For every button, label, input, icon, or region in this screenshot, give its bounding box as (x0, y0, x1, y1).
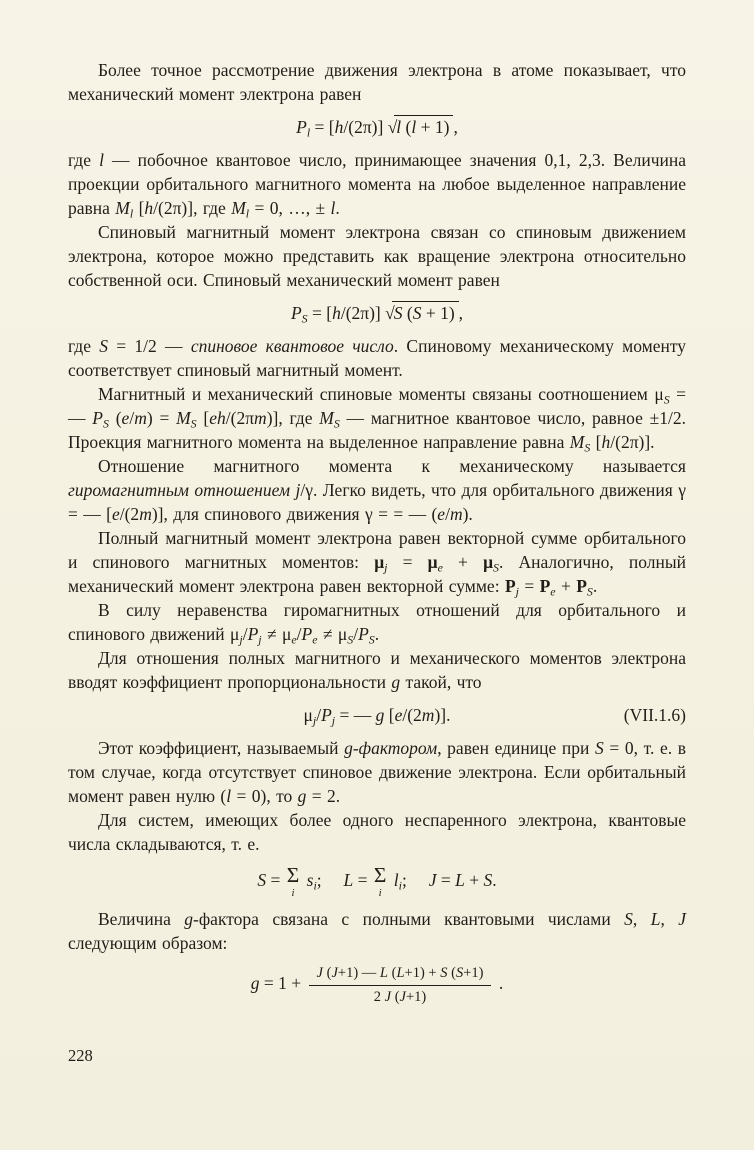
formula-body: g = 1 + $\frac{J (J+1) — L (L+1) + S (S+1)}{2 J (J+1)}$ . (250, 965, 504, 1005)
paragraph-g-coefficient-intro: Для отношения полных магнитного и механического моментов электрона вводят коэффициент пропорциональности g такой, что (68, 648, 686, 692)
formula-body: S = Σ i $s_i$; L = Σ i $l_i$; J = L + S. (257, 863, 497, 899)
formula-g-factor-definition (68, 703, 686, 727)
square-root: √S (S + 1) (385, 303, 459, 323)
paragraph-quantum-number-l: где l — побочное квантовое число, принимающее значения 0,1, 2,3. Величина проекции орбитального магнитного момента на любое выделенное направление равна $M_l$ [h/(2π)], где $M_l = 0$, …, ± l. (68, 150, 687, 221)
formula-body: $P_S = [h/(2\pi)]$ √S (S + 1) , (290, 303, 464, 326)
formula-quantum-number-sums (68, 865, 686, 898)
summation-sign: Σ i (373, 863, 387, 899)
formula-lande-g-factor (68, 964, 686, 1005)
paragraph-inequality: В силу неравенства гиромагнитных отношений для орбитального и спинового движений $\mu_j/P_j \ne \mu_e/P_e \ne \mu_S/P_S$. (68, 600, 686, 647)
square-root: √l (l + 1) (388, 117, 454, 137)
page-number: 228 (68, 1046, 93, 1065)
formula-body: $\mu_j/P_j$ = — g [e/(2m)]. (303, 705, 451, 728)
paragraph-spin-intro: Спиновый магнитный момент электрона связан со спиновым движением электрона, которое можно представить как вращение электрона относительно собственной оси. Спиновый механический момент равен (68, 222, 686, 290)
paragraph-g-factor-relation: Величина g-фактора связана с полными квантовыми числами S, L, J следующим образом: (68, 909, 687, 954)
formula-orbital-mechanical-momentum (68, 115, 686, 139)
paragraph-total-moments: Полный магнитный момент электрона равен векторной сумме орбитального и спинового магнитных моментов: $\mu_j = \mu_e + \mu_S$. Аналогично, полный механический момент электрона равен векторной сумме: $P_j = P_e + P_S$. (68, 528, 686, 599)
fraction: $\frac{J (J+1) — L (L+1) + S (S+1)}{2 J (J+1)}$ (309, 964, 492, 1005)
paragraph-spin-quantum-number: где S = 1/2 — спиновое квантовое число. Спиновому механическому моменту соответствует спиновый магнитный момент. (68, 336, 686, 380)
paragraph-g-factor-values: Этот коэффициент, называемый g-фактором, равен единице при S = 0, т. е. в том случае, когда отсутствует спиновое движение электрона. Если орбитальный момент равен нулю (l = 0), то g = 2. (68, 738, 687, 806)
formula-body: $P_l = [h/(2\pi)]$ √l (l + 1) , (296, 117, 458, 140)
equation-number: (VII.1.6) (623, 705, 686, 725)
paragraph-unpaired-electrons: Для систем, имеющих более одного неспаренного электрона, квантовые числа складываются, т. е. (68, 810, 686, 854)
summation-sign: Σ i (286, 863, 300, 899)
formula-spin-mechanical-momentum (68, 301, 686, 325)
paragraph-spin-moments-relation: Магнитный и механический спиновые моменты связаны соотношением $\mu_S$ = — $P_S$ $(e/m) = M_S$ [eh/(2πm)], где $M_S$ — магнитное квантовое число, равное ±1/2. Проекция магнитного момента на выделенное направление равна $M_S$ [h/(2π)]. (68, 384, 687, 455)
paragraph-orbital-intro: Более точное рассмотрение движения электрона в атоме показывает, что механический момент электрона равен (68, 60, 686, 104)
paragraph-gyromagnetic-ratio: Отношение магнитного момента к механическому называется гиромагнитным отношением j/γ. Легко видеть, что для орбитального движения γ = — [e/(2m)], для спинового движения γ = = — (e/m). (68, 456, 686, 524)
